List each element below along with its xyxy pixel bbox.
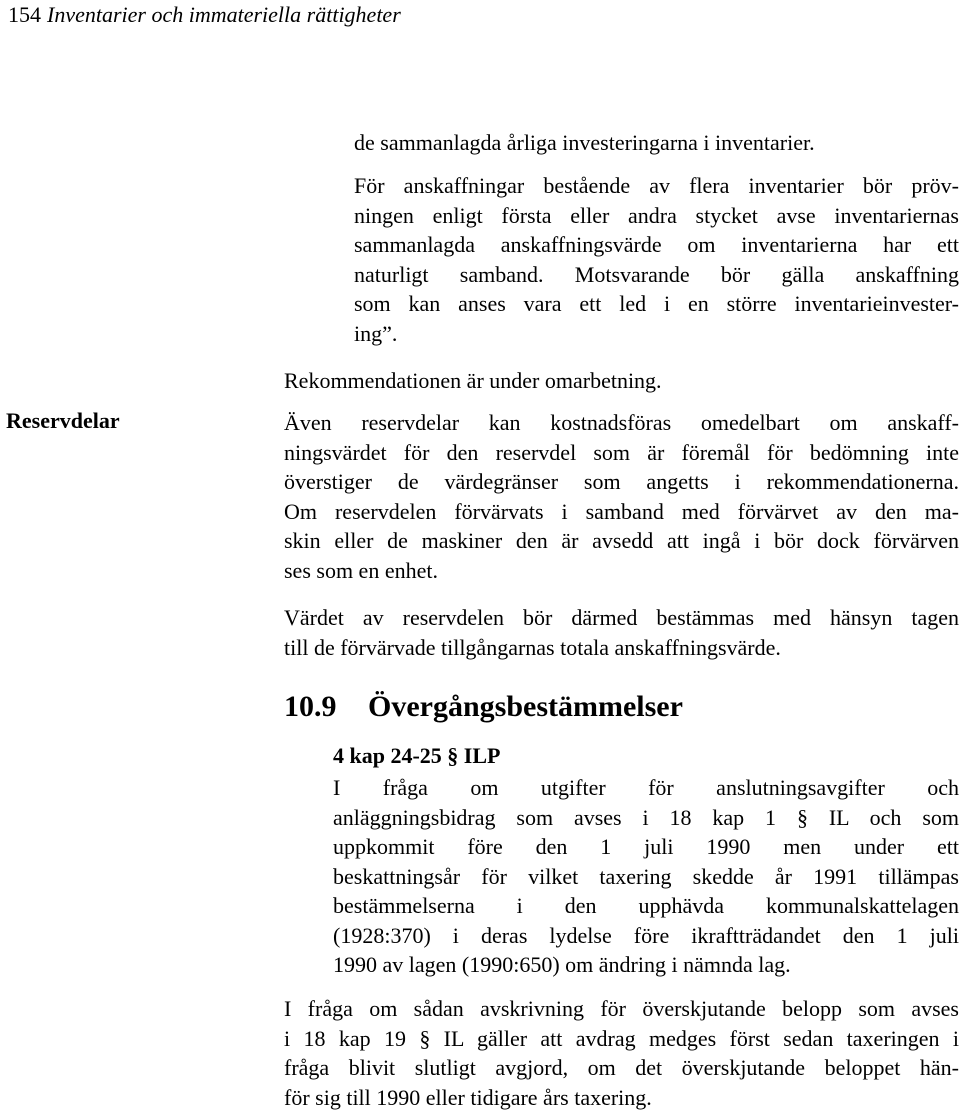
text-line: ningen enligt första eller andra stycket avse inventariernas <box>354 202 959 228</box>
quoted-paragraph <box>354 171 959 348</box>
text-line: anläggningsbidrag som avses i 18 kap 1 § IL och som <box>333 804 959 830</box>
text-line: som kan anses vara ett led i en större inventarieinvester- <box>354 291 959 316</box>
text-line: de sammanlagda årliga investeringarna i inventarier. <box>354 130 815 155</box>
text-line: I fråga om sådan avskrivning för överskjutande belopp som avses <box>284 996 959 1021</box>
section-number: 10.9 <box>284 690 337 723</box>
section-title: Övergångsbestämmelser <box>368 690 683 723</box>
text-line: Om reservdelen förvärvats i samband med förvärvet av den ma- <box>284 498 959 524</box>
final-paragraph <box>284 994 959 1112</box>
text-line: beskattningsår för vilket taxering skedde år 1991 tillämpas <box>333 863 959 889</box>
text-line: naturligt samband. Motsvarande bör gälla anskaffning <box>354 261 959 287</box>
status-note <box>284 366 924 396</box>
text-line: Även reservdelar kan kostnadsföras omedelbart om anskaff- <box>284 410 959 435</box>
text-line: uppkommit före den 1 juli 1990 men under ett <box>333 834 959 859</box>
margin-label-reservdelar: Reservdelar <box>6 408 120 433</box>
text-line: skin eller de maskiner den är avsedd att ingå i bör dock förvärven <box>284 528 959 553</box>
text-line: fråga blivit slutligt avgjord, om det överskjutande beloppet hän- <box>284 1055 959 1080</box>
text-line: överstiger de värdegränser som angetts i rekommendationerna. <box>284 469 959 494</box>
text-line: I fråga om utgifter för anslutningsavgifter och <box>333 775 959 800</box>
page-number: 154 <box>8 2 41 27</box>
section-heading <box>284 690 683 724</box>
reservdelar-paragraph-1 <box>284 408 959 585</box>
law-text <box>333 773 959 980</box>
text-line: 1990 av lagen (1990:650) om ändring i nämnda lag. <box>333 952 791 977</box>
text-line: ses som en enhet. <box>284 557 438 583</box>
text-line: Värdet av reservdelen bör därmed bestämmas med hänsyn tagen <box>284 605 959 630</box>
text-line: bestämmelserna i den upphävda kommunalskattelagen <box>333 893 959 918</box>
text-line: För anskaffningar bestående av flera inventarier bör pröv- <box>354 173 959 198</box>
page-header <box>8 2 401 28</box>
law-reference: 4 kap 24-25 § ILP <box>333 743 501 768</box>
reservdelar-paragraph-2 <box>284 603 959 662</box>
text-line: (1928:370) i deras lydelse före ikraftträdandet den 1 juli <box>333 922 959 948</box>
text-line: sammanlagda anskaffningsvärde om inventarierna har ett <box>354 232 959 257</box>
text-line: ningsvärdet för den reservdel som är föremål för bedömning inte <box>284 439 959 465</box>
text-line: för sig till 1990 eller tidigare års taxering. <box>284 1084 652 1110</box>
text-line: till de förvärvade tillgångarnas totala anskaffningsvärde. <box>284 634 781 660</box>
text-line: Rekommendationen är under omarbetning. <box>284 368 662 393</box>
text-line: i 18 kap 19 § IL gäller att avdrag medges först sedan taxeringen i <box>284 1025 959 1051</box>
text-line: ing”. <box>354 320 398 346</box>
header-title: Inventarier och immateriella rättigheter <box>47 2 401 27</box>
intro-paragraph <box>354 128 914 158</box>
